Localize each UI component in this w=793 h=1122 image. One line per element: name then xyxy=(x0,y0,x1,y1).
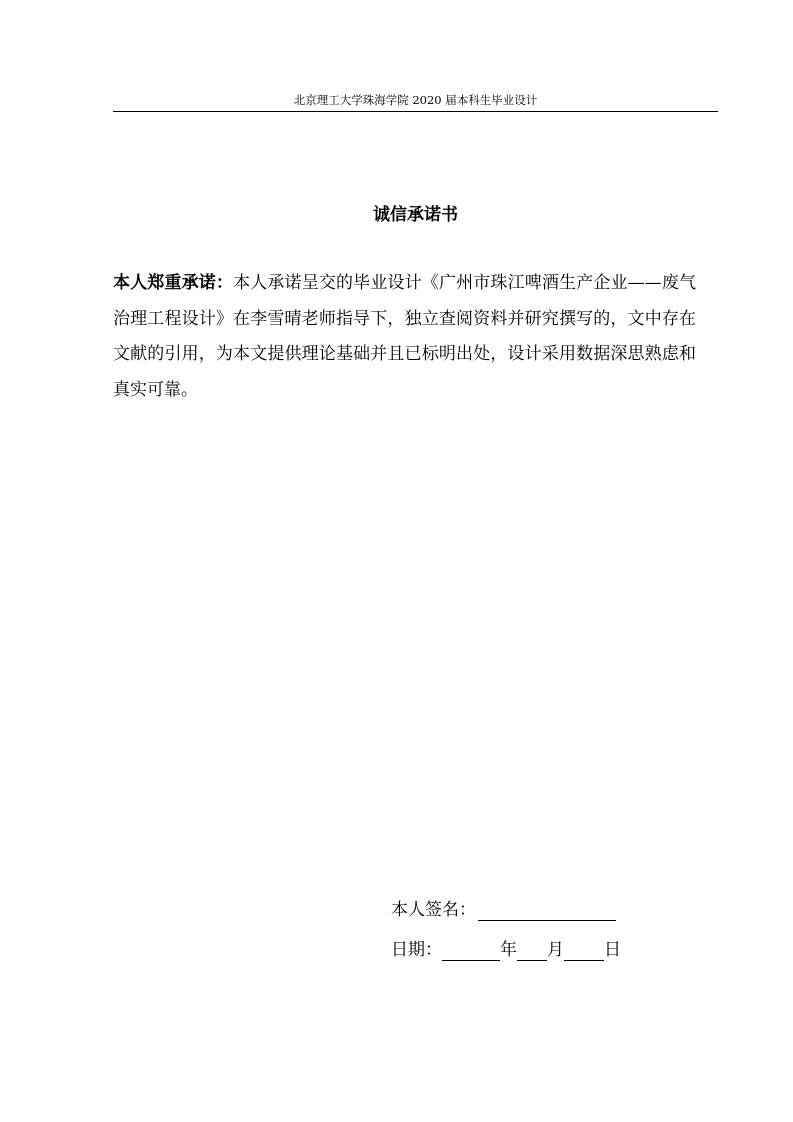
header-text: 北京理工大学珠海学院 2020 届本科生毕业设计 xyxy=(293,93,538,107)
document-title: 诚信承诺书 xyxy=(373,205,458,225)
day-blank xyxy=(564,934,604,961)
statement-paragraph xyxy=(113,266,696,408)
signature-row xyxy=(391,893,621,927)
signature-blank xyxy=(478,894,616,921)
month-unit: 月 xyxy=(547,940,564,960)
date-label: 日期： xyxy=(391,940,442,960)
statement-body: 本人承诺呈交的毕业设计《广州市珠江啤酒生产企业——废气治理工程设计》在李雪晴老师指导下，独立查阅资料并研究撰写的，文中存在文献的引用，为本文提供理论基础并且已标明出处，设计采用数据深思熟虑和真实可靠。 xyxy=(113,273,696,400)
signature-label: 本人签名： xyxy=(391,900,476,920)
year-blank xyxy=(442,934,500,961)
day-unit: 日 xyxy=(604,940,621,960)
page-header xyxy=(113,92,718,112)
signature-block xyxy=(391,893,621,967)
statement-lead: 本人郑重承诺： xyxy=(113,273,234,293)
month-blank xyxy=(517,934,547,961)
date-row xyxy=(391,933,621,967)
year-unit: 年 xyxy=(500,940,517,960)
